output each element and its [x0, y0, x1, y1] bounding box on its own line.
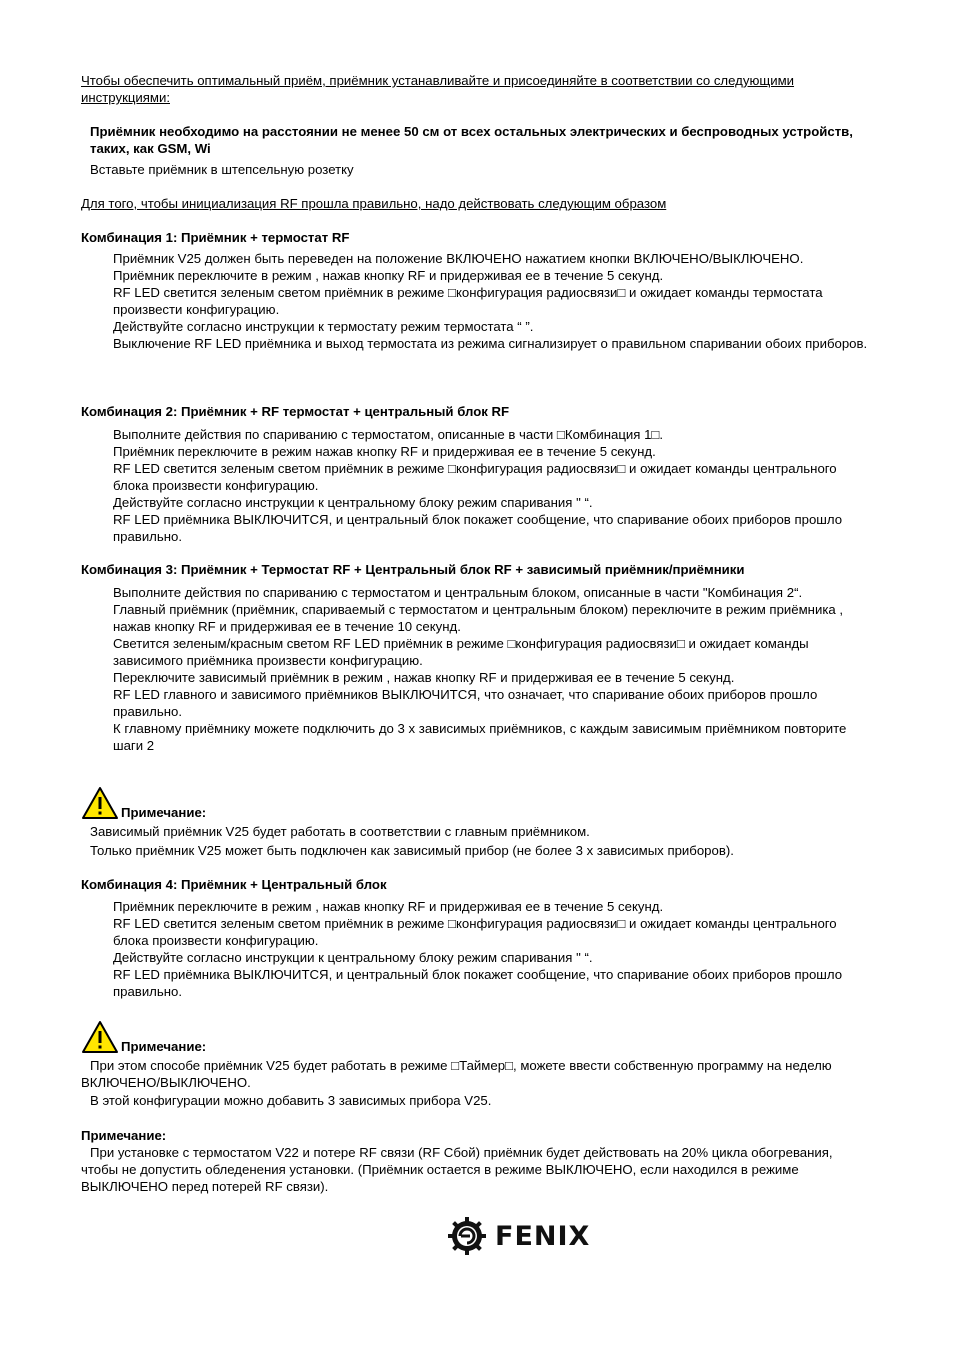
warning-icon [81, 786, 119, 820]
combo1-step-1: Приёмник V25 должен быть переведен на положение ВКЛЮЧЕНО нажатием кнопки ВКЛЮЧЕНО/ВЫКЛЮЧЕНО. [113, 251, 804, 266]
note2-line-1: При этом способе приёмник V25 будет работать в режиме □Таймер□, можете ввести собственную программу на неделю ВКЛЮЧЕНО/ВЫКЛЮЧЕНО. [81, 1058, 832, 1090]
fenix-logo-text: FENIX [495, 1220, 591, 1252]
combo1-step-5: Выключение RF LED приёмника и выход термостата из режима сигнализирует о правильном спаривании обоих приборов. [113, 336, 868, 351]
combo3-step-4: Переключите зависимый приёмник в режим , нажав кнопку RF и придерживая ее в течение 5 секунд. [113, 670, 735, 685]
combo4-step-4: RF LED приёмника ВЫКЛЮЧИТСЯ, и центральный блок покажет сообщение, что спаривание обоих приборов прошло правильно. [113, 967, 843, 999]
rf-init-heading: Для того, чтобы инициализация RF прошла правильно, надо действовать следующим образом [81, 196, 667, 211]
combo1-step-2: Приёмник переключите в режим , нажав кнопку RF и придерживая ее в течение 5 секунд. [113, 268, 664, 283]
combo1-step-4: Действуйте согласно инструкции к термостату режим термостата “ ”. [113, 319, 534, 334]
combo2-step-1: Выполните действия по спариванию с термостатом, описанные в части □Комбинация 1□. [113, 427, 664, 442]
combo3-steps [113, 584, 873, 754]
warning-icon [81, 1020, 119, 1054]
combo1-steps [113, 250, 873, 352]
note2-title: Примечание: [121, 1039, 207, 1054]
combo3-step-1: Выполните действия по спариванию с термостатом и центральным блоком, описанные в части "Комбинация 2“. [113, 585, 803, 600]
combo3-step-6: К главному приёмнику можете подключить до 3 х зависимых приёмников, с каждым зависимым приёмником повторите шаги 2 [113, 721, 847, 753]
fenix-gear-icon [447, 1216, 487, 1256]
fenix-logo [447, 1216, 590, 1256]
intro-socket-note: Вставьте приёмник в штепсельную розетку [90, 162, 354, 177]
combo2-title: Комбинация 2: Приёмник + RF термостат + центральный блок RF [81, 404, 510, 419]
combo4-steps [113, 898, 873, 1000]
intro-heading: Чтобы обеспечить оптимальный приём, приёмник устанавливайте и присоединяйте в соответствии со следующими инструкциями: [81, 73, 795, 105]
note1-line-1: Зависимый приёмник V25 будет работать в соответствии с главным приёмником. [90, 824, 590, 839]
note3-title: Примечание: [81, 1128, 167, 1143]
note2-header [81, 1020, 206, 1054]
combo2-step-4: Действуйте согласно инструкции к центральному блоку режим спаривания " “. [113, 495, 593, 510]
note2-line-2: В этой конфигурации можно добавить 3 зависимых прибора V25. [90, 1093, 492, 1108]
combo4-step-3: Действуйте согласно инструкции к центральному блоку режим спаривания " “. [113, 950, 593, 965]
combo2-steps [113, 426, 873, 545]
note3-text: При установке с термостатом V22 и потере RF связи (RF Сбой) приёмник будет действовать на 20% цикла обогревания, чтобы не допустить обледенения установки. (Приёмник остается в режиме ВЫКЛЮЧЕНО, если находился в режиме ВЫКЛЮЧЕНО перед потерей RF связи). [81, 1145, 833, 1194]
intro-distance-note: Приёмник необходимо на расстоянии не менее 50 см от всех остальных электрических и беспроводных устройств, таких, как GSM, Wi [90, 124, 853, 156]
combo4-step-1: Приёмник переключите в режим , нажав кнопку RF и придерживая ее в течение 5 секунд. [113, 899, 664, 914]
combo3-step-5: RF LED главного и зависимого приёмников ВЫКЛЮЧИТСЯ, что означает, что спаривание обоих приборов прошло правильно. [113, 687, 818, 719]
combo3-step-2: Главный приёмник (приёмник, спариваемый с термостатом и центральным блоком) переключите в режим приёмника , нажав кнопку RF и придерживая ее в течение 10 секунд. [113, 602, 844, 634]
combo2-step-5: RF LED приёмника ВЫКЛЮЧИТСЯ, и центральный блок покажет сообщение, что спаривание обоих приборов прошло правильно. [113, 512, 843, 544]
note1-header [81, 786, 206, 820]
combo2-step-2: Приёмник переключите в режим нажав кнопку RF и придерживая ее в течение 5 секунд. [113, 444, 656, 459]
combo1-title: Комбинация 1: Приёмник + термостат RF [81, 230, 350, 245]
note1-line-2: Только приёмник V25 может быть подключен как зависимый прибор (не более 3 х зависимых приборов). [90, 843, 734, 858]
combo4-title: Комбинация 4: Приёмник + Центральный блок [81, 877, 387, 892]
note1-title: Примечание: [121, 805, 207, 820]
combo4-step-2: RF LED светится зеленым светом приёмник в режиме □конфигурация радиосвязи□ и ожидает команды центрального блока произвести конфигурацию. [113, 916, 837, 948]
combo3-step-3: Светится зеленым/красным светом RF LED приёмник в режиме □конфигурация радиосвязи□ и ожидает команды зависимого приёмника произвести конфигурацию. [113, 636, 809, 668]
combo2-step-3: RF LED светится зеленым светом приёмник в режиме □конфигурация радиосвязи□ и ожидает команды центрального блока произвести конфигурацию. [113, 461, 837, 493]
combo1-step-3: RF LED светится зеленым светом приёмник в режиме □конфигурация радиосвязи□ и ожидает команды термостата произвести конфигурацию. [113, 285, 823, 317]
combo3-title: Комбинация 3: Приёмник + Термостат RF + Центральный блок RF + зависимый приёмник/приёмники [81, 562, 745, 577]
